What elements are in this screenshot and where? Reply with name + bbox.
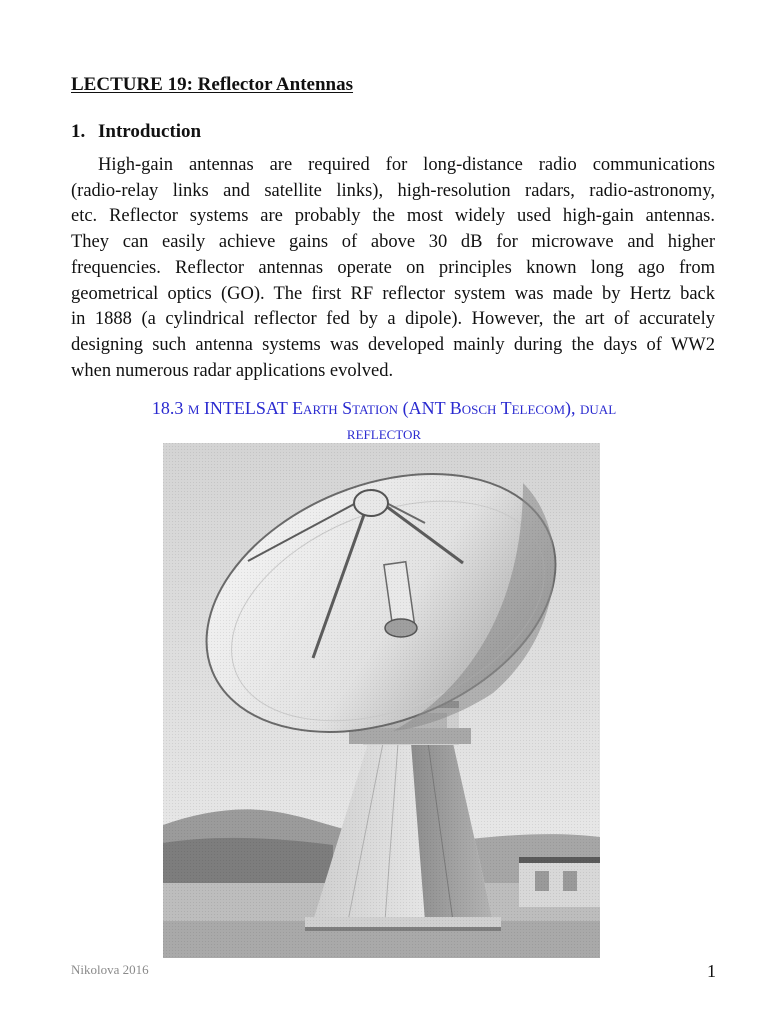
paragraph-line: (radio-relay links and satellite links), high-resolution radars, radio-astronomy, (71, 180, 715, 201)
figure-caption-line-2: reflector (346, 423, 422, 443)
paragraph-line: etc. Reflector systems are probably the most widely used high-gain antennas. (71, 206, 715, 227)
section-number: 1. (71, 121, 86, 142)
paragraph-line: in 1888 (a cylindrical reflector fed by a dipole). However, the art of accurately (71, 309, 715, 330)
earth-station-illustration (163, 443, 600, 958)
antenna-photo (163, 443, 600, 958)
paragraph-line: High-gain antennas are required for long-distance radio communications (98, 155, 715, 175)
figure-caption-line-1: 18.3 m INTELSAT Earth Station (ANT Bosch Telecom), dual (151, 398, 617, 418)
intro-paragraph (71, 153, 715, 384)
paragraph-line: geometrical optics (GO). The first RF reflector system was made by Hertz back (71, 283, 715, 304)
section-heading (71, 121, 201, 143)
section-title: Introduction (98, 121, 202, 142)
page-title: LECTURE 19: Reflector Antennas (71, 74, 354, 95)
paragraph-line: when numerous radar applications evolved. (71, 360, 394, 381)
page-number: 1 (707, 961, 716, 981)
paragraph-line: designing such antenna systems was developed mainly during the days of WW2 (71, 334, 715, 355)
footer-author: Nikolova 2016 (71, 962, 149, 977)
paragraph-line: frequencies. Reflector antennas operate on principles known long ago from (71, 257, 715, 278)
paragraph-line: They can easily achieve gains of above 30 dB for microwave and higher (71, 232, 715, 253)
